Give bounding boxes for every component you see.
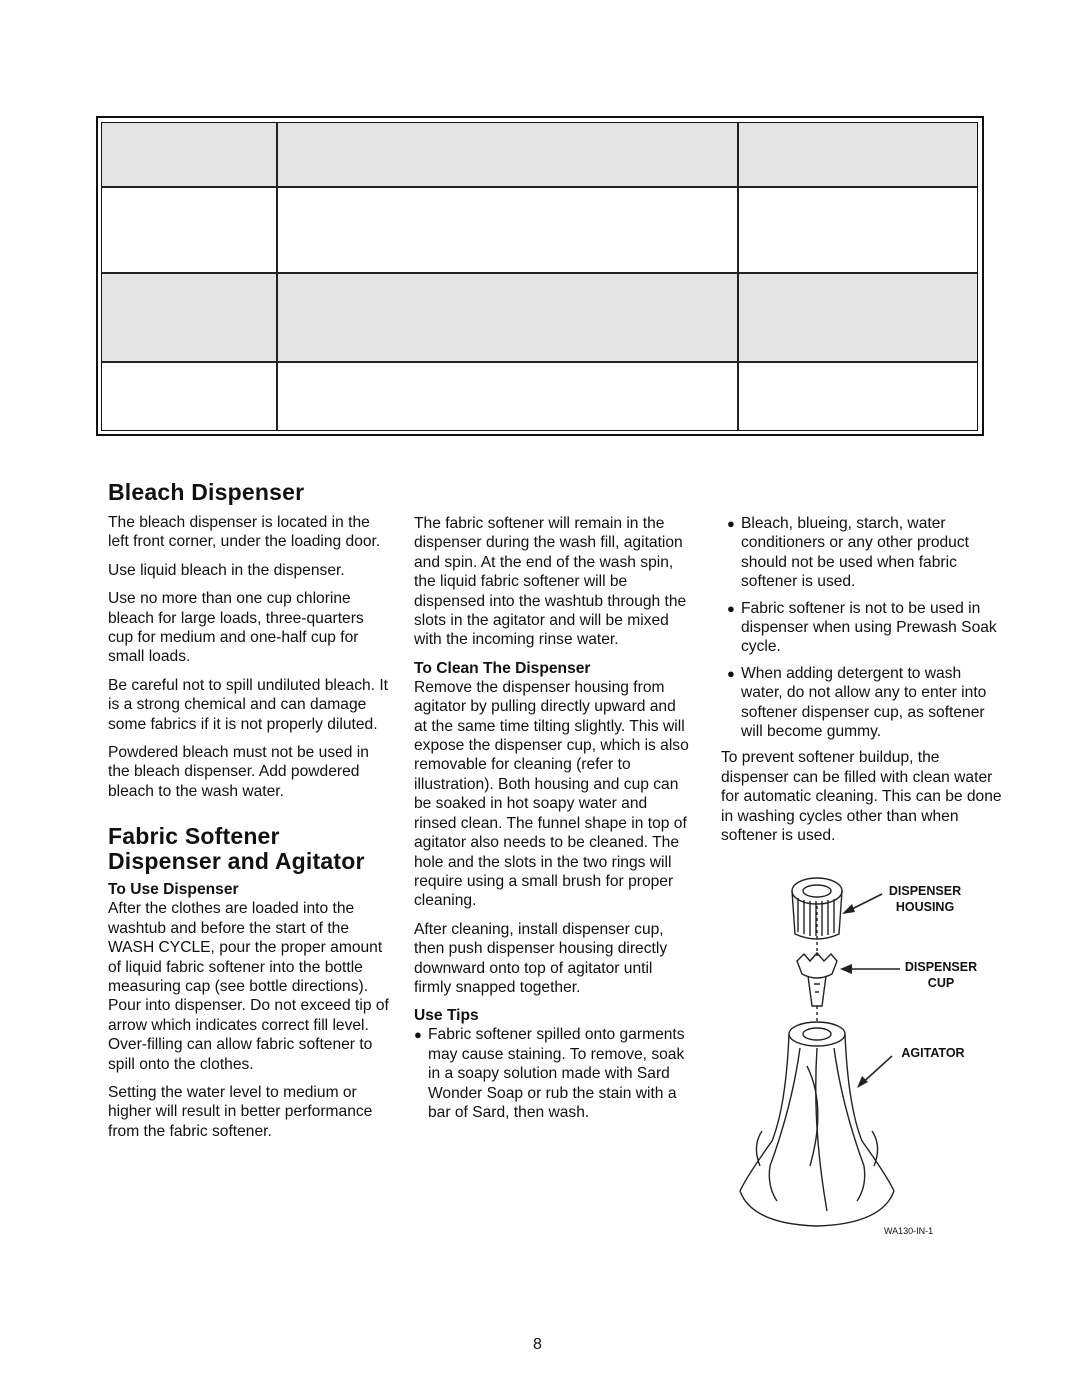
bleach-paragraph: Use liquid bleach in the dispenser. — [108, 561, 345, 579]
bleach-paragraph: The bleach dispenser is located in the left front corner, under the loading door. — [108, 514, 381, 551]
table-divider — [102, 186, 977, 188]
bullet-icon: ● — [414, 1027, 422, 1043]
bleach-dispenser-heading: Bleach Dispenser — [108, 479, 305, 505]
page-number: 8 — [533, 1336, 542, 1353]
right-bullet-text: Fabric softener is not to be used in dispenser when using Prewash Soak cycle. — [741, 599, 997, 656]
bleach-paragraph: Be careful not to spill undiluted bleach. It is a strong chemical and can damage some fabrics if it is not properly diluted. — [108, 676, 388, 733]
dispenser-housing-label-line2: HOUSING — [895, 900, 955, 914]
dispenser-cup-label-line1: DISPENSER — [904, 960, 978, 974]
dispenser-housing-label-line1: DISPENSER — [888, 884, 962, 898]
fabric-softener-heading-line2: Dispenser and Agitator — [108, 848, 365, 875]
table-column-divider — [737, 123, 739, 430]
left-column — [108, 480, 390, 1150]
agitator-icon — [740, 906, 894, 1226]
use-tip-text: Fabric softener spilled onto garments may cause staining. To remove, soak in a soapy solution made with Sard Wonder Soap or rub the stain with a bar of Sard, then wash. — [428, 1026, 685, 1121]
dispenser-cup-label-line2: CUP — [927, 976, 955, 990]
fabric-softener-heading-line1: Fabric Softener — [108, 823, 280, 850]
dispenser-cup-icon — [797, 953, 837, 1006]
right-column — [721, 514, 1003, 855]
water-level-text: Setting the water level to medium or higher will result in better performance from the fabric softener. — [108, 1083, 373, 1140]
right-bullet-item — [727, 664, 1003, 742]
use-tip-item — [414, 1025, 692, 1122]
table-column-divider — [276, 123, 278, 430]
bullet-icon: ● — [727, 665, 735, 681]
dispenser-housing-label — [880, 883, 970, 915]
dispenser-cup-label — [896, 959, 986, 991]
right-bullet-item — [727, 599, 1003, 657]
table-divider — [102, 272, 977, 274]
to-clean-dispenser-subheading: To Clean The Dispenser — [414, 659, 591, 677]
right-bullet-text: When adding detergent to wash water, do not allow any to enter into softener dispenser cup, as softener will become gummy. — [741, 664, 987, 741]
bullet-icon: ● — [727, 516, 735, 531]
middle-column — [414, 514, 692, 1129]
after-cleaning-text: After cleaning, install dispenser cup, then push dispenser housing directly downward onto top of agitator until firmly snapped together. — [414, 920, 668, 996]
bleach-paragraph: Powdered bleach must not be used in the bleach dispenser. Add powdered bleach to the wash water. — [108, 744, 369, 800]
bleach-paragraph: Use no more than one cup chlorine bleach for large loads, three-quarters cup for medium and one-half cup for small loads. — [108, 590, 364, 666]
table-header-row — [102, 123, 977, 186]
bullet-icon: ● — [727, 600, 735, 616]
figure-code: WA130-IN-1 — [884, 1226, 934, 1236]
use-tips-subheading: Use Tips — [414, 1007, 479, 1025]
softener-remain-text: The fabric softener will remain in the dispenser during the wash fill, agitation and spin. At the end of the wash spin, the liquid fabric softener will be dispensed into the washtub through the slots in the agitator and will be mixed with the incoming rinse water. — [414, 515, 687, 649]
fabric-softener-heading — [108, 824, 390, 874]
agitator-label: AGITATOR — [901, 1046, 965, 1060]
table-divider — [102, 361, 977, 363]
right-bullet-item — [727, 514, 1003, 592]
prevent-buildup-text: To prevent softener buildup, the dispenser can be filled with clean water for automatic cleaning. This can be done in washing cycles other than when softener is used. — [721, 749, 1002, 845]
to-clean-dispenser-text: Remove the dispenser housing from agitator by pulling directly upward and at the same time tilting slightly. This will expose the dispenser cup, which is also removable for cleaning (refer to illustration). Both housing and cup can be soaked in hot soapy water and rinsed clean. The funnel shape in top of agitator also needs to be cleaned. The hole and the slots in the two rings will require using a small brush for proper cleaning. — [414, 678, 689, 910]
to-use-dispenser-text: After the clothes are loaded into the washtub and before the start of the WASH CYCLE, pour the proper amount of liquid fabric softener into the bottle measuring cap (see bottle directions). Pour into dispenser. Do not exceed tip of arrow which indicates correct fill level. Over-filling can allow fabric softener to spill onto the clothes. — [108, 900, 389, 1073]
table-shaded-row — [102, 273, 977, 361]
to-use-dispenser-subheading: To Use Dispenser — [108, 881, 239, 899]
right-bullet-text: Bleach, blueing, starch, water conditioners or any other product should not be used when fabric softener is used. — [741, 515, 969, 591]
